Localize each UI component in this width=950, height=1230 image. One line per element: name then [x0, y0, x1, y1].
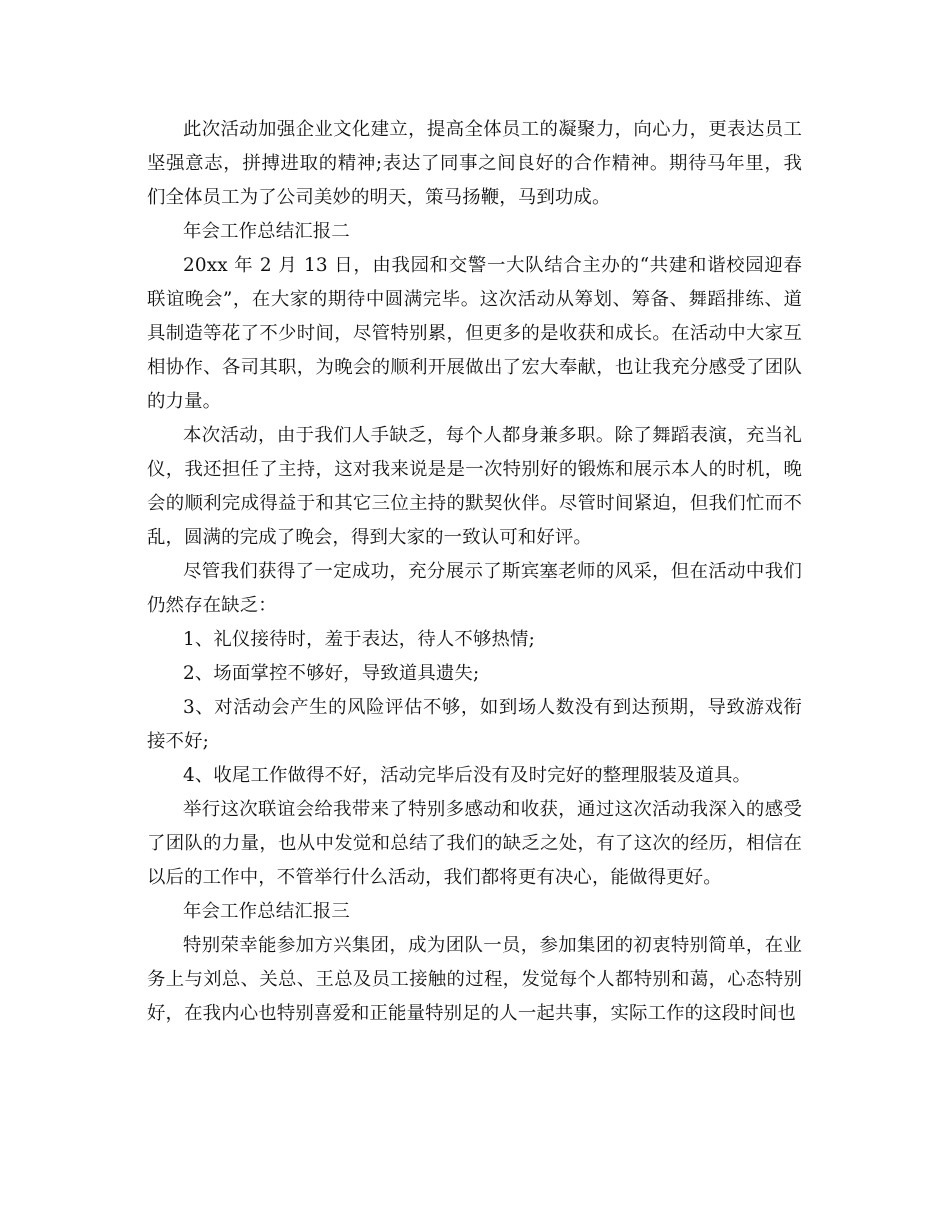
paragraph-activity-summary: 此次活动加强企业文化建立，提高全体员工的凝聚力，向心力，更表达员工坚强意志，拼搏进取的精神;表达了同事之间良好的合作精神。期待马年里，我们全体员工为了公司美妙的明天，策马扬鞭，马到功成。 — [147, 119, 802, 208]
paragraph-joining-group: 特别荣幸能参加方兴集团，成为团队一员，参加集团的初衷特别简单，在业务上与刘总、关总、王总及员工接触的过程，发觉每个人都特别和蔼，心态特别好，在我内心也特别喜爱和正能量特别足的人一起共事，实际工作的这段时间也 — [147, 935, 802, 1024]
paragraph-roles: 本次活动，由于我们人手缺乏，每个人都身兼多职。除了舞蹈表演，充当礼仪，我还担任了主持，这对我来说是是一次特别好的锻炼和展示本人的时机，晚会的顺利完成得益于和其它三位主持的默契伙伴。尽管时间紧迫，但我们忙而不乱，圆满的完成了晚会，得到大家的一致认可和好评。 — [147, 425, 802, 548]
list-item-4: 4、收尾工作做得不好，活动完毕后没有及时完好的整理服装及道具。 — [183, 765, 752, 786]
list-item-1: 1、礼仪接待时，羞于表达，待人不够热情; — [183, 629, 535, 650]
document-page — [147, 113, 802, 1031]
paragraph-event-intro: 20xx 年 2 月 13 日，由我园和交警一大队结合主办的“共建和谐校园迎春联谊晚会”，在大家的期待中圆满完毕。这次活动从筹划、筹备、舞蹈排练、道具制造等花了不少时间，尽管特别累，但更多的是收获和成长。在活动中大家互相协作、各司其职，为晚会的顺利开展做出了宏大奉献，也让我充分感受了团队的力量。 — [147, 255, 802, 412]
paragraph-shortcomings-intro: 尽管我们获得了一定成功，充分展示了斯宾塞老师的风采，但在活动中我们仍然存在缺乏： — [147, 561, 802, 616]
list-item-2: 2、场面掌控不够好，导致道具遗失; — [183, 663, 480, 684]
section-heading-3: 年会工作总结汇报三 — [183, 901, 350, 922]
list-item-3: 3、对活动会产生的风险评估不够，如到场人数没有到达预期，导致游戏衔接不好; — [147, 697, 802, 752]
section-heading-2: 年会工作总结汇报二 — [183, 221, 350, 242]
paragraph-reflection: 举行这次联谊会给我带来了特别多感动和收获，通过这次活动我深入的感受了团队的力量，也从中发觉和总结了我们的缺乏之处，有了这次的经历，相信在以后的工作中，不管举行什么活动，我们都将更有决心，能做得更好。 — [147, 799, 802, 888]
